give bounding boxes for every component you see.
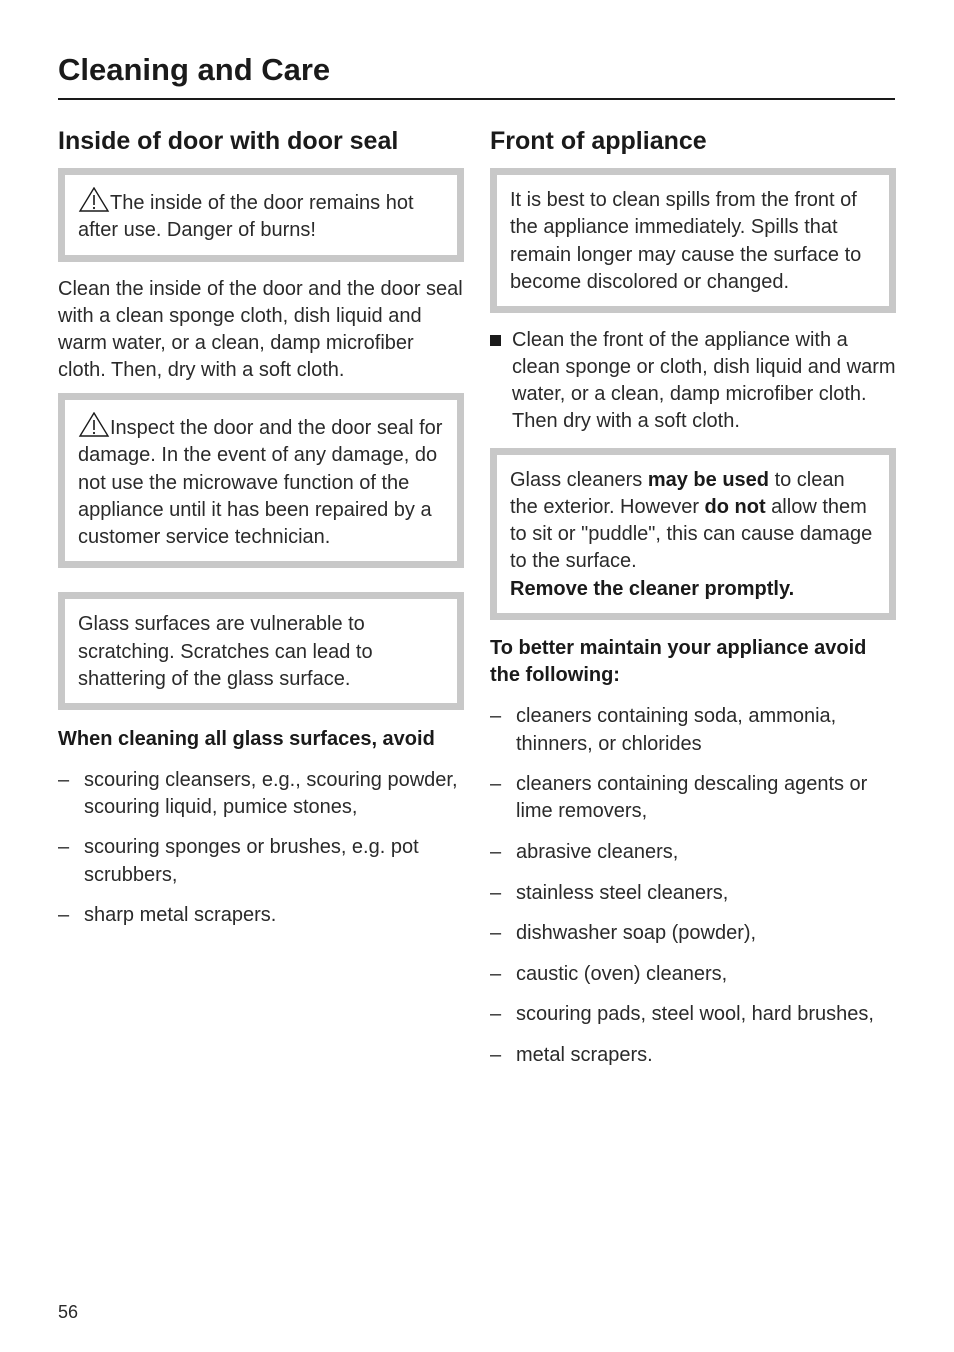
left-column [58,124,464,943]
list-item: – sharp metal scrapers. [58,902,464,929]
section-heading-front: Front of appliance [490,127,707,155]
dash-marker: – [58,768,70,791]
dash-marker: – [490,773,502,796]
avoid-list-maintain [490,703,896,1069]
dash-marker: – [490,841,502,864]
dash-marker: – [490,922,502,945]
dash-marker: – [490,1044,502,1067]
remove-cleaner-text: Remove the cleaner promptly. [510,577,795,600]
list-item: – scouring pads, steel wool, hard brushes, [490,1001,896,1028]
note-box-glass [58,592,464,710]
warning-text-damage: Inspect the door and the door seal for damage. In the event of any damage, do not use the microwave function of the appliance until it has been repaired by a customer service technician. [78,416,443,549]
right-column [490,124,896,1083]
note-text-glass: Glass surfaces are vulnerable to scratching. Scratches can lead to shattering of the glass surface. [78,613,373,691]
list-item: – cleaners containing descaling agents or lime removers, [490,773,868,823]
dash-marker: – [490,705,502,728]
cleaning-instruction-front: Clean the front of the appliance with a clean sponge or cloth, dish liquid and warm water, or a clean, damp microfiber cloth. Then dry with a soft cloth. [490,327,896,435]
list-item: – cleaners containing soda, ammonia, thinners, or chlorides [490,705,837,755]
cleaning-instructions-door: Clean the inside of the door and the door seal with a clean sponge cloth, dish liquid and warm water, or a clean, damp microfiber cloth. Then, dry with a soft cloth. [58,277,463,381]
title-divider [58,98,895,100]
warning-box-damage [58,393,464,568]
avoid-list-glass [58,767,464,930]
warning-text-burns: The inside of the door remains hot after use. Danger of burns! [78,192,414,242]
warning-box-burns [58,168,464,262]
list-item: – abrasive cleaners, [490,839,896,866]
page-title: Cleaning and Care [58,52,331,87]
warning-triangle-icon [78,187,110,212]
list-item: – stainless steel cleaners, [490,880,896,907]
note-text-spills: It is best to clean spills from the front of the appliance immediately. Spills that remain longer may cause the surface to become discolored or changed. [510,189,862,293]
dash-marker: – [58,904,70,927]
list-item: – caustic (oven) cleaners, [490,961,896,988]
warning-triangle-icon [78,412,110,437]
list-item: – scouring cleansers, e.g., scouring powder, scouring liquid, pumice stones, [58,768,458,818]
avoid-heading-glass: When cleaning all glass surfaces, avoid [58,728,435,751]
note-box-spills [490,168,896,313]
list-item: – scouring sponges or brushes, e.g. pot scrubbers, [58,836,419,886]
note-box-glass-cleaners: Glass cleaners may be used to clean the exterior. However do not allow them to sit or "puddle", this can cause damage to the surface. Remove the cleaner promptly. [490,448,896,620]
section-heading-door-seal: Inside of door with door seal [58,127,399,155]
maintain-heading: To better maintain your appliance avoid the following: [490,637,867,687]
dash-marker: – [490,881,502,904]
square-bullet-icon [490,335,501,346]
list-item: – dishwasher soap (powder), [490,920,896,947]
list-item: – metal scrapers. [490,1042,896,1069]
dash-marker: – [490,962,502,985]
dash-marker: – [490,1003,502,1026]
page-number: 56 [58,1302,79,1322]
dash-marker: – [58,836,70,859]
